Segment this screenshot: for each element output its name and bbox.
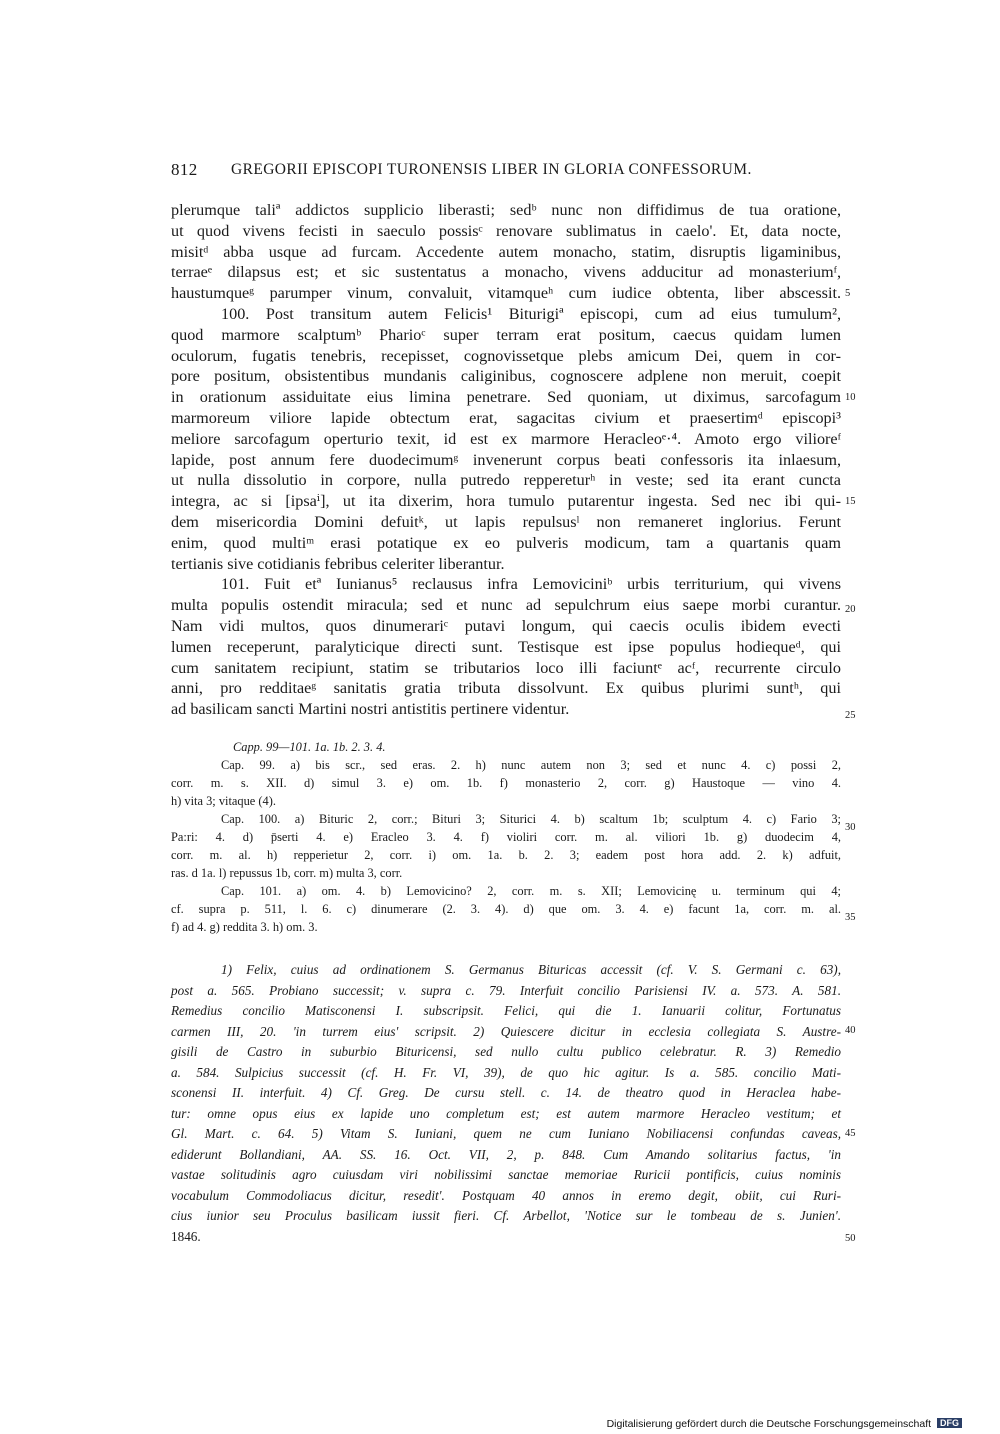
note-line: a. 584. Sulpicius successit (cf. H. Fr. VI, 39), de quo hic agitur. Is a. 585. concilio Mati- bbox=[171, 1064, 841, 1080]
footnotes bbox=[171, 960, 841, 1247]
paragraph-99-end bbox=[171, 200, 841, 304]
line-number: 10 bbox=[845, 392, 856, 403]
text-line: pore positum, obsistentibus mundanis caliginibus, cognoscere adplene non meruit, coepit bbox=[171, 367, 841, 386]
running-title: GREGORII EPISCOPI TURONENSIS LIBER IN GLORIA CONFESSORUM. bbox=[231, 161, 752, 178]
line-number: 35 bbox=[845, 912, 856, 923]
digitization-footer bbox=[607, 1418, 962, 1430]
note-line: 1846. bbox=[171, 1228, 201, 1244]
note-line: ediderunt Bollandiani, AA. SS. 16. Oct. VII, 2, p. 848. Cum Amando solitarius factus, 'in bbox=[171, 1146, 841, 1162]
text-line: Nam vidi multos, quos dinumerariᶜ putavi longum, qui caecis oculis ibidem evecti bbox=[171, 616, 841, 635]
footer-text: Digitalisierung gefördert durch die Deutsche Forschungsgemeinschaft bbox=[606, 1418, 932, 1430]
note-line: vastae solitudinis agro cuiusdam viri nobilissimi sanctae memoriae Ruricii pontificis, cuius nominis bbox=[171, 1167, 841, 1182]
note-line: gisili de Castro in suburbio Bituricensi, sed nullo cultu publico celebratur. R. 3) Remedio bbox=[171, 1044, 841, 1059]
apparatus-line: ras. d 1a. l) repussus 1b, corr. m) multa 3, corr. bbox=[171, 866, 403, 880]
paragraph-100 bbox=[171, 304, 841, 574]
text-line: oculorum, fugatis tenebris, recepisset, cognovissetque plebs amicum Dei, quem in cor- bbox=[171, 346, 841, 365]
line-number: 30 bbox=[845, 822, 856, 833]
text-line: quod marmore scalptumᵇ Pharioᶜ super terram erat positum, caecus quidam lumen bbox=[171, 325, 841, 344]
line-number: 45 bbox=[845, 1128, 856, 1139]
text-line: terraeᵉ dilapsus est; et sic sustentatus a monacho, vivens adducitur ad monasteriumᶠ, bbox=[171, 263, 841, 282]
note-line: post a. 565. Probiano successit; v. supra c. 79. Interfuit concilio Parisiensi IV. a. 573. A. 581. bbox=[171, 982, 841, 998]
text-line: ad basilicam sancti Martini nostri antistitis pertinere videntur. bbox=[171, 700, 570, 719]
text-line: lumen receperunt, paralyticique directi sunt. Testisque est ipse populus hodiequeᵈ, qui bbox=[171, 637, 841, 656]
text-line: cum sanitatem recipiunt, statim se tributarios loco illi faciuntᵉ acᶠ, recurrente circulo bbox=[171, 658, 841, 677]
note-line: Gl. Mart. c. 64. 5) Vitam S. Iuniani, quem ne cum Iuniano Nobiliacensi confundas caveas, bbox=[171, 1126, 841, 1141]
text-line: meliore sarcofagum operturio texit, id est ex marmore Heracleoᵉ·⁴. Amoto ergo vilioreᶠ bbox=[171, 429, 841, 448]
note-line: sconensi II. interfuit. 4) Cf. Greg. De cursu stell. c. 14. de theatro quod in Heraclea habe- bbox=[171, 1085, 841, 1100]
text-line: 100. Post transitum autem Felicis¹ Biturigiª episcopi, cum ad eius tumulum², bbox=[221, 304, 841, 323]
text-line: misitᵈ abba usque ad furcam. Accedente autem monacho, statim, disruptis ligaminibus, bbox=[171, 242, 841, 261]
paragraph-101 bbox=[171, 574, 841, 720]
text-line: integra, ac si [ipsaⁱ], ut ita dixerim, hora tumulo putarentur ingesta. Sed nec ibi qui- bbox=[171, 492, 841, 511]
apparatus-line: Cap. 99. a) bis scr., sed eras. 2. h) nunc autem non 3; sed et nunc 4. c) possi 2, bbox=[221, 758, 841, 772]
note-line: carmen III, 20. 'in turrem eius' scripsit. 2) Quiescere dicitur in ecclesia collegiata S. Austre- bbox=[171, 1023, 841, 1039]
note-line: cius iunior seu Proculus basilicam iussit fieri. Cf. Arbellot, 'Notice sur le tombeau de s. Junien'. bbox=[171, 1208, 841, 1223]
main-text bbox=[171, 200, 841, 720]
apparatus-line: cf. supra p. 511, l. 6. c) dinumerare (2. 3. 4). d) que om. 3. 4. e) facunt 1a, corr. m. al. bbox=[171, 902, 841, 916]
text-line: enim, quod multiᵐ erasi potatique ex eo pulveris modicum, tam a quartanis quam bbox=[171, 533, 841, 552]
line-number: 50 bbox=[845, 1233, 856, 1244]
text-line: multa populis ostendit miracula; sed et nunc ad sepulchrum eius saepe morbi curantur. bbox=[171, 596, 841, 615]
line-number: 40 bbox=[845, 1025, 856, 1036]
note-line: tur: omne opus eius ex lapide uno completum est; est autem marmore Heracleo vestitum; et bbox=[171, 1105, 841, 1121]
critical-apparatus bbox=[171, 738, 841, 936]
line-number: 25 bbox=[845, 710, 856, 721]
apparatus-line: f) ad 4. g) reddita 3. h) om. 3. bbox=[171, 920, 318, 934]
text-line: haustumqueᵍ parumper vinum, convaluit, vitamqueʰ cum iudice obtenta, liber abscessit. bbox=[171, 284, 841, 303]
line-number: 20 bbox=[845, 604, 856, 615]
apparatus-line: Pa:ri: 4. d) p̄serti 4. e) Eracleo 3. 4. f) violiri corr. m. al. viliori 1b. g) duodecim 4, bbox=[171, 830, 841, 844]
text-line: 101. Fuit etª Iunianus⁵ reclausus infra Lemoviciniᵇ urbis territurium, qui vivens bbox=[221, 575, 841, 594]
text-line: in orationum assiduitate eius limina penetrare. Sed quoniam, ut diximus, sarcofagum bbox=[171, 388, 841, 407]
running-header bbox=[171, 160, 851, 184]
text-line: tertianis sive cotidianis febribus celeriter liberantur. bbox=[171, 554, 505, 573]
note-line: Remedius concilio Matisconensi I. subscripsit. Felici, qui die 1. Ianuarii colitur, Fortunatus bbox=[171, 1003, 841, 1018]
text-line: dem misericordia Domini defuitᵏ, ut lapis repulsusˡ non remaneret inglorius. Ferunt bbox=[171, 512, 841, 531]
apparatus-line: Capp. 99—101. 1a. 1b. 2. 3. 4. bbox=[233, 740, 386, 754]
text-line: ut nulla dissolutio in corpore, nulla putredo reppereturʰ in veste; sed ita erant cuncta bbox=[171, 471, 841, 490]
note-line: vocabulum Commodoliacus dicitur, resedit'. Postquam 40 annos in eremo degit, obiit, cui Ruri- bbox=[171, 1187, 841, 1203]
text-line: ut quod vivens fecisti in saeculo possisᶜ renovare sublimatus in caelo'. Et, data nocte, bbox=[171, 221, 841, 240]
page-number: 812 bbox=[171, 160, 198, 179]
text-line: marmoreum viliore lapide obtectum erat, sagacitas civium et praesertimᵈ episcopi³ bbox=[171, 408, 841, 427]
text-line: anni, pro redditaeᵍ sanitatis gratia tributa dissolvunt. Ex quibus plurimi suntʰ, qui bbox=[171, 679, 841, 698]
text-line: plerumque taliª addictos supplicio liberasti; sedᵇ nunc non diffidimus de tua oratione, bbox=[171, 201, 841, 219]
apparatus-line: Cap. 101. a) om. 4. b) Lemovicino? 2, corr. m. s. XII; Lemovicinę u. terminum qui 4; bbox=[221, 884, 841, 898]
apparatus-line: corr. m. al. h) repperietur 2, corr. i) om. 1a. b. 2. 3; eadem post hora add. 2. k) adfuit, bbox=[171, 848, 841, 862]
note-line: 1) Felix, cuius ad ordinationem S. Germanus Bituricas accessit (cf. V. S. Germani c. 63), bbox=[221, 962, 841, 977]
line-number: 15 bbox=[845, 496, 856, 507]
apparatus-line: Cap. 100. a) Bituric 2, corr.; Bituri 3; Siturici 4. b) scaltum 1b; sculptum 4. c) Fario 3; bbox=[221, 812, 841, 826]
dfg-logo-icon: DFG bbox=[937, 1418, 962, 1428]
text-line: lapide, post annum fere duodecimumᵍ invenerunt corpus beati confessoris ita inlaesum, bbox=[171, 450, 841, 469]
line-number: 5 bbox=[845, 288, 851, 299]
apparatus-line: h) vita 3; vitaque (4). bbox=[171, 794, 276, 808]
apparatus-line: corr. m. s. XII. d) simul 3. e) om. 1b. f) monasterio 2, corr. g) Haustoque — vino 4. bbox=[171, 776, 841, 790]
